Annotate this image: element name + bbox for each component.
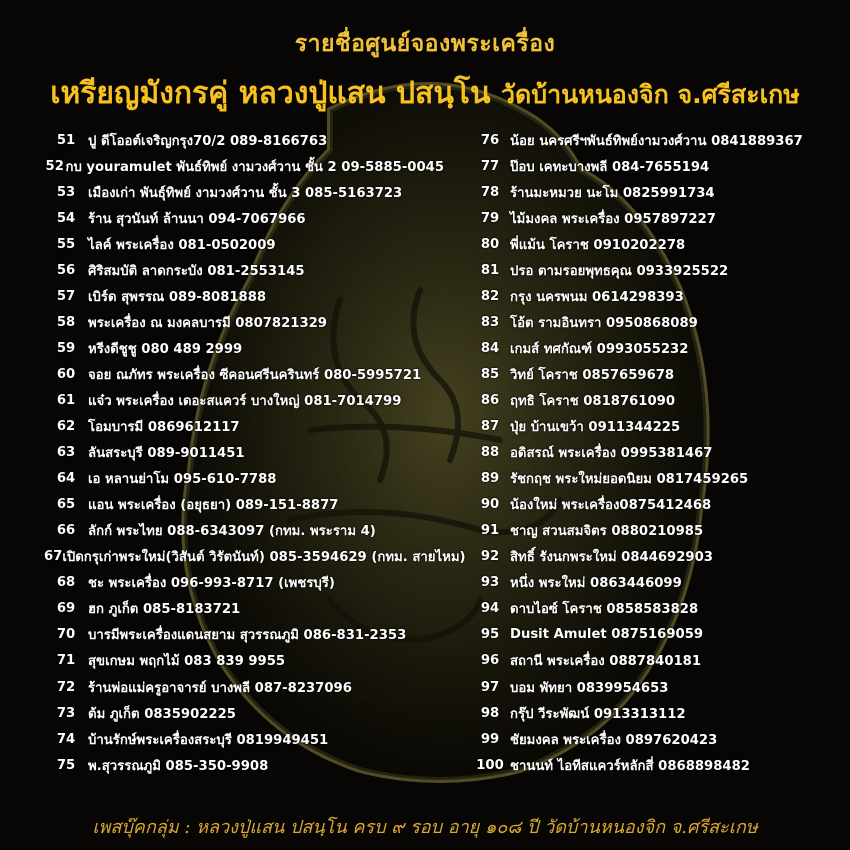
list-item-text: กรุ๊ป วีระพัฒน์ 0913313112 (510, 706, 686, 722)
list-item-text: น้อย นครศรีฯพันธ์ทิพย์งามวงศ์วาน 0841889367 (510, 133, 803, 149)
list-item-number: 86 (480, 392, 500, 408)
list-item-number: 97 (480, 679, 500, 695)
list-item (44, 544, 466, 570)
list-item-text: ต้ม ภูเก็ต 0835902225 (88, 706, 236, 722)
list-item-text: สุขเกษม พฤกไม้ 083 839 9955 (88, 654, 286, 670)
list-item-number: 53 (56, 184, 76, 200)
list-item-number: 88 (480, 445, 500, 461)
list-item-number: 67 (44, 549, 63, 565)
list-item (470, 752, 840, 778)
list-item (470, 231, 840, 257)
list-item-number: 69 (56, 601, 76, 617)
list-item (470, 283, 840, 309)
list-item-text: อดิสรณ์ พระเครื่อง 0995381467 (510, 446, 713, 462)
list-item-text: ชัยมงคล พระเครื่อง 0897620423 (510, 732, 718, 748)
list-item-number: 93 (480, 575, 500, 591)
list-item-number: 51 (56, 132, 76, 148)
list-item (44, 440, 444, 466)
list-item-text: ปรอ ตามรอยพุทธคุณ 0933925522 (510, 263, 729, 279)
list-item-text: ปุ่ย บ้านเขว้า 0911344225 (510, 420, 681, 436)
list-item-text: ลักก์ พระไทย 088-6343097 (กทม. พระราม 4) (88, 524, 376, 540)
list-item-number: 68 (56, 575, 76, 591)
list-item-text: ชะ พระเครื่อง 096-993-8717 (เพชรบุรี) (88, 576, 335, 592)
list-item-text: กรุง นครพนม 0614298393 (510, 289, 684, 305)
list-item-number: 76 (480, 132, 500, 148)
list-item-text: ชานนท์ ไอทีสแควร์หลักสี่ 0868898482 (510, 758, 750, 774)
list-item-text: หนึ่ง พระใหม่ 0863446099 (510, 576, 682, 592)
list-item-text: ชาญ สวนสมจิตร 0880210985 (510, 524, 704, 540)
contact-list-left (44, 127, 466, 778)
list-item-number: 60 (56, 366, 76, 382)
list-item-text: เบิร์ด สุพรรณ 089-8081888 (88, 289, 267, 305)
list-item-number: 66 (56, 523, 76, 539)
list-item-text: พี่แม้น โคราช 0910202278 (510, 237, 686, 253)
list-item-number: 89 (480, 471, 500, 487)
list-item (470, 440, 840, 466)
list-item-number: 61 (56, 392, 76, 408)
list-item (470, 674, 840, 700)
list-item-text: บอม พัทยา 0839954653 (510, 680, 669, 696)
list-item-number: 57 (56, 288, 76, 304)
list-item (470, 726, 840, 752)
list-item (470, 361, 840, 387)
list-item (44, 179, 444, 205)
list-item-number: 83 (480, 314, 500, 330)
list-item (470, 596, 840, 622)
list-item-number: 82 (480, 288, 500, 304)
list-item-number: 74 (56, 731, 76, 747)
list-item-number: 54 (56, 210, 76, 226)
list-item-number: 78 (480, 184, 500, 200)
list-item (44, 205, 444, 231)
list-item (44, 127, 444, 153)
list-item-number: 99 (480, 731, 500, 747)
list-item-text: ป๊อบ เคทะบางพลี 084-7655194 (510, 159, 710, 175)
facebook-group-footer: เพสบุ๊คกลุ่ม : หลวงปู่แสน ปสนฺโน ครบ ๙ รอบ อายุ ๑๐๘ ปี วัดบ้านหนองจิก จ.ศรีสะเกษ (92, 817, 758, 838)
list-item-number: 96 (480, 653, 500, 669)
list-item (44, 335, 444, 361)
list-item-text: โอมบารมี 0869612117 (88, 420, 240, 436)
list-item-number: 64 (56, 471, 76, 487)
list-item (44, 700, 444, 726)
list-item (44, 231, 444, 257)
list-item (470, 544, 840, 570)
list-item-text: ฤทธิ โคราช 0818761090 (510, 393, 676, 409)
list-item (470, 257, 840, 283)
list-item-number: 75 (56, 757, 76, 773)
page-title: รายชื่อศูนย์จองพระเครื่อง (294, 31, 556, 57)
list-item (470, 622, 840, 648)
list-item (44, 648, 444, 674)
list-item-text: บารมีพระเครื่องแดนสยาม สุวรรณภูมิ 086-831-2353 (88, 628, 407, 644)
list-item-text: จอย ณภัทร พระเครื่อง ซีคอนศรีนครินทร์ 080-5995721 (88, 367, 422, 383)
list-item (44, 492, 444, 518)
list-item (470, 387, 840, 413)
list-item-number: 71 (56, 653, 76, 669)
list-item (44, 153, 444, 179)
list-item-text: วิทย์ โคราช 0857659678 (510, 367, 675, 383)
list-item (470, 205, 840, 231)
list-item-text: ร้านพ่อแม่ครูอาจารย์ บางพลี 087-8237096 (88, 680, 352, 696)
list-item (44, 596, 444, 622)
list-item-text: เอ หลานย่าโม 095-610-7788 (88, 472, 277, 488)
list-item (44, 283, 444, 309)
list-item (44, 387, 444, 413)
list-item-text: กบ youramulet พันธ์ทิพย์ งามวงศ์วาน ชั้น 2 09-5885-0045 (65, 159, 444, 175)
list-item-number: 98 (480, 705, 500, 721)
list-item (470, 648, 840, 674)
list-item (470, 414, 840, 440)
list-item-text: เปิดกรุเก่าพระใหม่(วิสันต์ วิรัตนันท์) 085-3594629 (กทม. สายไหม) (62, 550, 466, 566)
list-item-text: รัชกฤช พระใหม่ยอดนิยม 0817459265 (510, 472, 749, 488)
list-item-number: 95 (480, 627, 500, 643)
list-item-text: แอน พระเครื่อง (อยุธยา) 089-151-8877 (88, 498, 339, 514)
list-item-number: 81 (480, 262, 500, 278)
list-item-text: พระเครื่อง ณ มงคลบารมี 0807821329 (88, 315, 327, 331)
list-item-number: 59 (56, 340, 76, 356)
list-item-text: ลันสระบุรี 089-9011451 (88, 446, 245, 462)
list-item-text: สิทธิ์ รังนกพระใหม่ 0844692903 (510, 550, 713, 566)
list-item-number: 72 (56, 679, 76, 695)
list-item (470, 335, 840, 361)
list-item-number: 94 (480, 601, 500, 617)
list-item-text: ปู ดีโออต์เจริญกรุง70/2 089-8166763 (88, 133, 328, 149)
list-item-text: น้องใหม่ พระเครื่อง0875412468 (510, 498, 712, 514)
list-item-number: 80 (480, 236, 500, 252)
list-item (470, 179, 840, 205)
list-item-text: ฮก ภูเก็ต 085-8183721 (88, 602, 241, 618)
list-item (470, 309, 840, 335)
list-item-text: โอ้ต รามอินทรา 0950868089 (510, 315, 698, 331)
list-item-text: ไม้มงคล พระเครื่อง 0957897227 (510, 211, 716, 227)
list-item-number: 87 (480, 419, 500, 435)
list-item (44, 752, 444, 778)
list-item-number: 90 (480, 497, 500, 513)
subtitle-main: เหรียญมังกรคู่ หลวงปู่แสน ปสนฺโน (50, 76, 491, 111)
list-item-text: เมืองเก่า พันธุ์ทิพย์ งามวงศ์วาน ชั้น 3 085-5163723 (88, 185, 403, 201)
list-item-text: ร้าน สุวนันท์ ล้านนา 094-7067966 (88, 211, 306, 227)
list-item (44, 309, 444, 335)
list-item (44, 622, 444, 648)
list-item (44, 414, 444, 440)
contact-list-right (470, 127, 840, 778)
list-item-number: 55 (56, 236, 76, 252)
list-item-number: 100 (476, 757, 504, 773)
list-item-number: 62 (56, 419, 76, 435)
list-item-number: 63 (56, 445, 76, 461)
list-item (470, 700, 840, 726)
list-item-number: 58 (56, 314, 76, 330)
list-item (44, 466, 444, 492)
list-item (470, 127, 840, 153)
list-item-number: 85 (480, 366, 500, 382)
list-item-number: 91 (480, 523, 500, 539)
list-item (470, 492, 840, 518)
list-item (470, 153, 840, 179)
list-item (44, 518, 444, 544)
list-item-text: พ.สุวรรณภูมิ 085-350-9908 (88, 758, 269, 774)
list-item (44, 570, 444, 596)
list-item-text: ศิริสมบัติ ลาดกระบัง 081-2553145 (88, 263, 305, 279)
list-item-text: ร้านมะหมวย นะโม 0825991734 (510, 185, 715, 201)
list-item-number: 77 (480, 158, 500, 174)
list-item-text: แจ๋ว พระเครื่อง เดอะสแควร์ บางใหญ่ 081-7014799 (88, 393, 402, 409)
list-item-number: 70 (56, 627, 76, 643)
list-item-number: 73 (56, 705, 76, 721)
list-item-text: เกมส์ ทศกัณฑ์ 0993055232 (510, 341, 689, 357)
list-item (470, 570, 840, 596)
list-item-text: ไลค์ พระเครื่อง 081-0502009 (88, 237, 276, 253)
list-item-text: Dusit Amulet 0875169059 (510, 627, 704, 643)
list-item (44, 674, 444, 700)
list-item (44, 257, 444, 283)
list-item-text: บ้านรักษ์พระเครื่องสระบุรี 0819949451 (88, 732, 329, 748)
list-item (44, 726, 444, 752)
list-item (44, 361, 444, 387)
list-item-number: 84 (480, 340, 500, 356)
list-item-number: 92 (480, 549, 500, 565)
list-item-text: สถานี พระเครื่อง 0887840181 (510, 654, 702, 670)
list-item (470, 518, 840, 544)
list-item-number: 65 (56, 497, 76, 513)
page-subtitle (0, 70, 850, 117)
list-item (470, 466, 840, 492)
list-item-number: 79 (480, 210, 500, 226)
subtitle-place: วัดบ้านหนองจิก จ.ศรีสะเกษ (500, 80, 800, 109)
list-item-number: 52 (45, 158, 64, 174)
list-item-text: หรีงดีชูชู 080 489 2999 (88, 341, 243, 357)
list-item-number: 56 (56, 262, 76, 278)
list-item-text: ดาบไอซ์ โคราช 0858583828 (510, 602, 699, 618)
